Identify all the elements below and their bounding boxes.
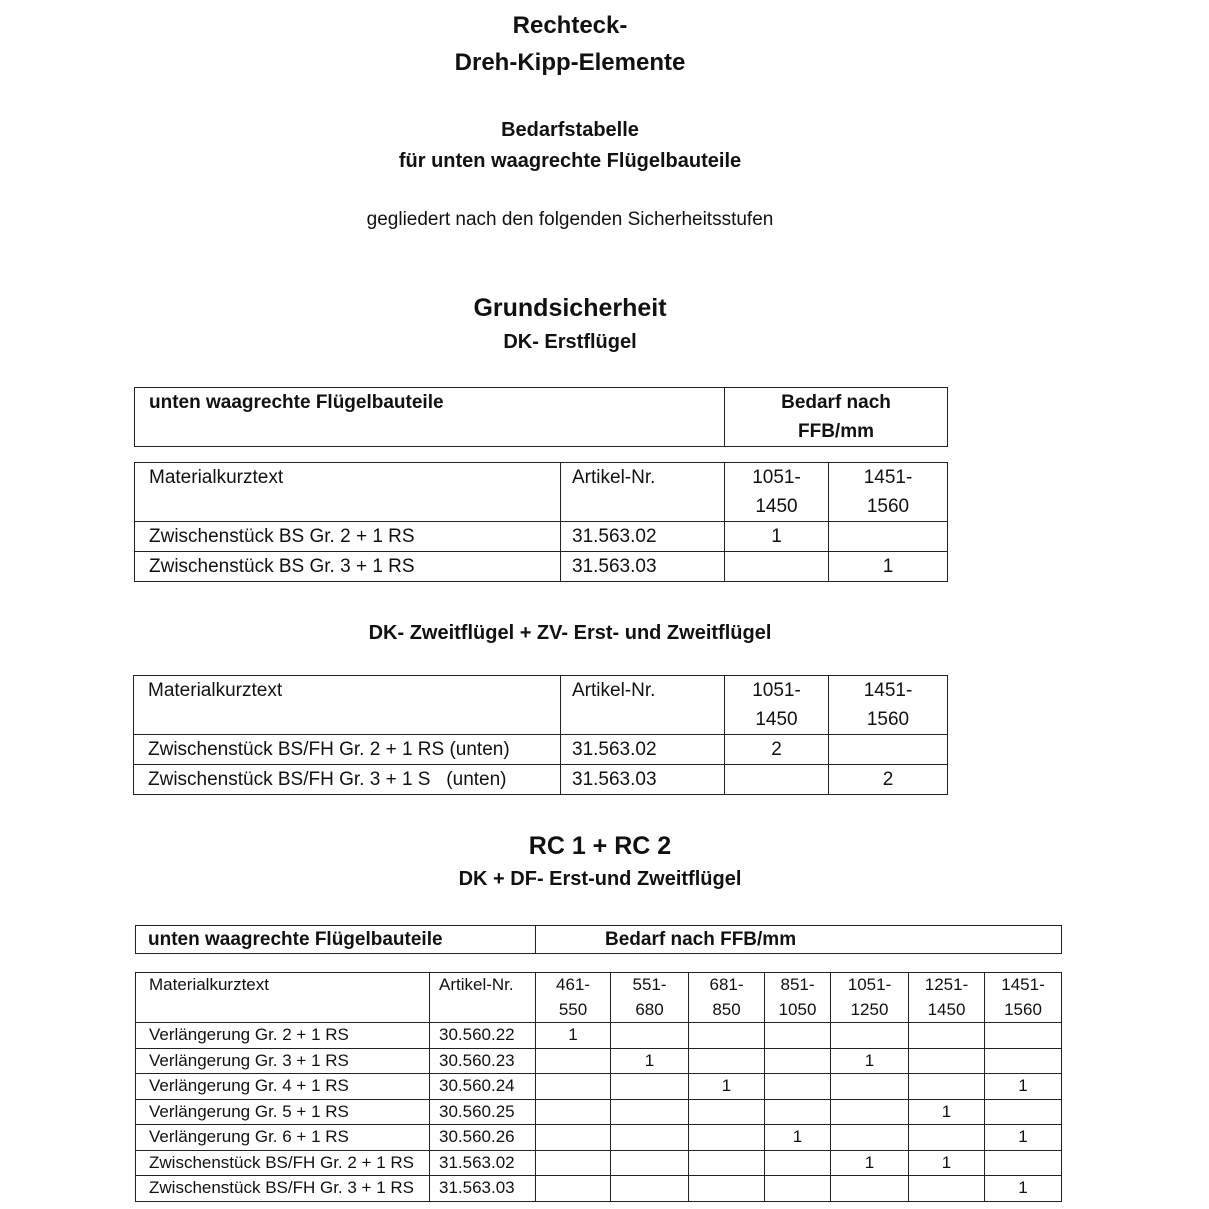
value-cell bbox=[611, 1074, 689, 1100]
value-cell bbox=[831, 1074, 909, 1100]
section2-subheading: DK- Zweitflügel + ZV- Erst- und Zweitflügel bbox=[368, 622, 772, 644]
article-cell: 30.560.25 bbox=[430, 1099, 536, 1125]
value-cell bbox=[909, 1023, 985, 1049]
document-title bbox=[0, 7, 1140, 81]
value-cell bbox=[689, 1176, 765, 1202]
material-cell: Verlängerung Gr. 6 + 1 RS bbox=[136, 1125, 430, 1151]
section2-parts-table bbox=[133, 675, 948, 795]
value-cell bbox=[831, 1023, 909, 1049]
article-cell: 31.563.02 bbox=[430, 1150, 536, 1176]
subtitle-line-2: für unten waagrechte Flügelbauteile bbox=[398, 150, 742, 172]
value-cell bbox=[765, 1048, 831, 1074]
article-cell: 30.560.23 bbox=[430, 1048, 536, 1074]
value-cell bbox=[611, 1023, 689, 1049]
title-line-2: Dreh-Kipp-Elemente bbox=[454, 49, 686, 76]
value-cell bbox=[909, 1048, 985, 1074]
table-header-row bbox=[135, 463, 948, 522]
section3-parts-table bbox=[135, 972, 1062, 1202]
section1-heading: Grundsicherheit bbox=[473, 294, 667, 322]
header-range: 551- 680 bbox=[611, 973, 689, 1023]
value-cell: 1 bbox=[985, 1125, 1062, 1151]
value-cell bbox=[725, 552, 829, 582]
section1-subheading: DK- Erstflügel bbox=[503, 331, 637, 353]
value-cell bbox=[985, 1048, 1062, 1074]
material-cell: Verlängerung Gr. 4 + 1 RS bbox=[136, 1074, 430, 1100]
header-material: Materialkurztext bbox=[136, 973, 430, 1023]
table-row bbox=[136, 1099, 1062, 1125]
material-cell: Zwischenstück BS/FH Gr. 3 + 1 RS bbox=[136, 1176, 430, 1202]
header-range: 1051- 1450 bbox=[725, 463, 829, 522]
value-cell: 1 bbox=[909, 1150, 985, 1176]
material-cell: Zwischenstück BS/FH Gr. 2 + 1 RS bbox=[136, 1150, 430, 1176]
header-range: 681- 850 bbox=[689, 973, 765, 1023]
header-range: 1051- 1450 bbox=[725, 676, 829, 735]
header-material: Materialkurztext bbox=[135, 463, 561, 522]
section3-heading: RC 1 + RC 2 bbox=[528, 832, 672, 860]
value-cell bbox=[611, 1176, 689, 1202]
article-cell: 31.563.03 bbox=[561, 552, 725, 582]
summary-demand-header: Bedarf nach FFB/mm bbox=[725, 388, 948, 447]
table-row bbox=[134, 735, 948, 765]
value-cell bbox=[611, 1125, 689, 1151]
section3-summary-table bbox=[135, 925, 1062, 954]
article-cell: 31.563.02 bbox=[561, 522, 725, 552]
header-range: 1251- 1450 bbox=[909, 973, 985, 1023]
value-cell bbox=[829, 522, 948, 552]
value-cell: 1 bbox=[829, 552, 948, 582]
value-cell bbox=[765, 1074, 831, 1100]
value-cell: 1 bbox=[909, 1099, 985, 1125]
table-header-row bbox=[134, 676, 948, 735]
value-cell: 1 bbox=[725, 522, 829, 552]
table-row bbox=[134, 765, 948, 795]
material-cell: Verlängerung Gr. 3 + 1 RS bbox=[136, 1048, 430, 1074]
value-cell bbox=[536, 1125, 611, 1151]
article-cell: 30.560.22 bbox=[430, 1023, 536, 1049]
value-cell: 2 bbox=[829, 765, 948, 795]
material-cell: Zwischenstück BS Gr. 3 + 1 RS bbox=[135, 552, 561, 582]
value-cell: 1 bbox=[765, 1125, 831, 1151]
article-cell: 30.560.24 bbox=[430, 1074, 536, 1100]
table-row bbox=[136, 1048, 1062, 1074]
value-cell bbox=[689, 1099, 765, 1125]
article-cell: 31.563.02 bbox=[561, 735, 725, 765]
document-subtitle bbox=[0, 115, 1140, 177]
value-cell bbox=[689, 1150, 765, 1176]
header-article: Artikel-Nr. bbox=[561, 676, 725, 735]
value-cell: 1 bbox=[831, 1048, 909, 1074]
value-cell bbox=[536, 1150, 611, 1176]
table-row bbox=[135, 552, 948, 582]
value-cell bbox=[765, 1099, 831, 1125]
title-line-1: Rechteck- bbox=[512, 12, 628, 39]
table-row bbox=[135, 522, 948, 552]
value-cell: 1 bbox=[536, 1023, 611, 1049]
article-cell: 31.563.03 bbox=[561, 765, 725, 795]
document-note: gegliedert nach den folgenden Sicherheitsstufen bbox=[366, 209, 774, 230]
value-cell bbox=[765, 1176, 831, 1202]
value-cell bbox=[725, 765, 829, 795]
header-range: 1451- 1560 bbox=[985, 973, 1062, 1023]
header-article: Artikel-Nr. bbox=[561, 463, 725, 522]
section3-subheading: DK + DF- Erst-und Zweitflügel bbox=[458, 868, 742, 890]
material-cell: Verlängerung Gr. 2 + 1 RS bbox=[136, 1023, 430, 1049]
value-cell: 1 bbox=[831, 1150, 909, 1176]
value-cell: 1 bbox=[689, 1074, 765, 1100]
value-cell bbox=[831, 1176, 909, 1202]
subtitle-line-1: Bedarfstabelle bbox=[501, 119, 639, 141]
article-cell: 30.560.26 bbox=[430, 1125, 536, 1151]
table-row bbox=[136, 1074, 1062, 1100]
value-cell bbox=[689, 1048, 765, 1074]
value-cell bbox=[765, 1150, 831, 1176]
table-row bbox=[136, 1176, 1062, 1202]
material-cell: Zwischenstück BS/FH Gr. 3 + 1 S (unten) bbox=[134, 765, 561, 795]
value-cell bbox=[909, 1125, 985, 1151]
article-cell: 31.563.03 bbox=[430, 1176, 536, 1202]
value-cell bbox=[829, 735, 948, 765]
table-row bbox=[136, 1150, 1062, 1176]
table-header-row bbox=[136, 973, 1062, 1023]
value-cell: 1 bbox=[985, 1176, 1062, 1202]
value-cell bbox=[689, 1125, 765, 1151]
value-cell bbox=[536, 1048, 611, 1074]
summary-label: unten waagrechte Flügelbauteile bbox=[135, 388, 725, 447]
header-range: 461- 550 bbox=[536, 973, 611, 1023]
value-cell bbox=[689, 1023, 765, 1049]
value-cell bbox=[536, 1074, 611, 1100]
value-cell bbox=[985, 1150, 1062, 1176]
header-range: 1451- 1560 bbox=[829, 676, 948, 735]
value-cell bbox=[985, 1099, 1062, 1125]
section1-summary-table bbox=[134, 387, 948, 447]
value-cell bbox=[831, 1099, 909, 1125]
value-cell bbox=[909, 1074, 985, 1100]
value-cell bbox=[611, 1099, 689, 1125]
material-cell: Zwischenstück BS Gr. 2 + 1 RS bbox=[135, 522, 561, 552]
header-range: 1051- 1250 bbox=[831, 973, 909, 1023]
header-range: 851- 1050 bbox=[765, 973, 831, 1023]
value-cell: 1 bbox=[611, 1048, 689, 1074]
value-cell bbox=[536, 1099, 611, 1125]
value-cell: 1 bbox=[985, 1074, 1062, 1100]
header-material: Materialkurztext bbox=[134, 676, 561, 735]
summary-label: unten waagrechte Flügelbauteile bbox=[136, 926, 536, 954]
value-cell: 2 bbox=[725, 735, 829, 765]
value-cell bbox=[536, 1176, 611, 1202]
value-cell bbox=[765, 1023, 831, 1049]
material-cell: Verlängerung Gr. 5 + 1 RS bbox=[136, 1099, 430, 1125]
summary-demand-header: Bedarf nach FFB/mm bbox=[536, 926, 1062, 954]
table-row bbox=[136, 1023, 1062, 1049]
value-cell bbox=[831, 1125, 909, 1151]
material-cell: Zwischenstück BS/FH Gr. 2 + 1 RS (unten) bbox=[134, 735, 561, 765]
section1-parts-table bbox=[134, 462, 948, 582]
header-range: 1451- 1560 bbox=[829, 463, 948, 522]
header-article: Artikel-Nr. bbox=[430, 973, 536, 1023]
value-cell bbox=[985, 1023, 1062, 1049]
table-row bbox=[136, 1125, 1062, 1151]
value-cell bbox=[909, 1176, 985, 1202]
value-cell bbox=[611, 1150, 689, 1176]
